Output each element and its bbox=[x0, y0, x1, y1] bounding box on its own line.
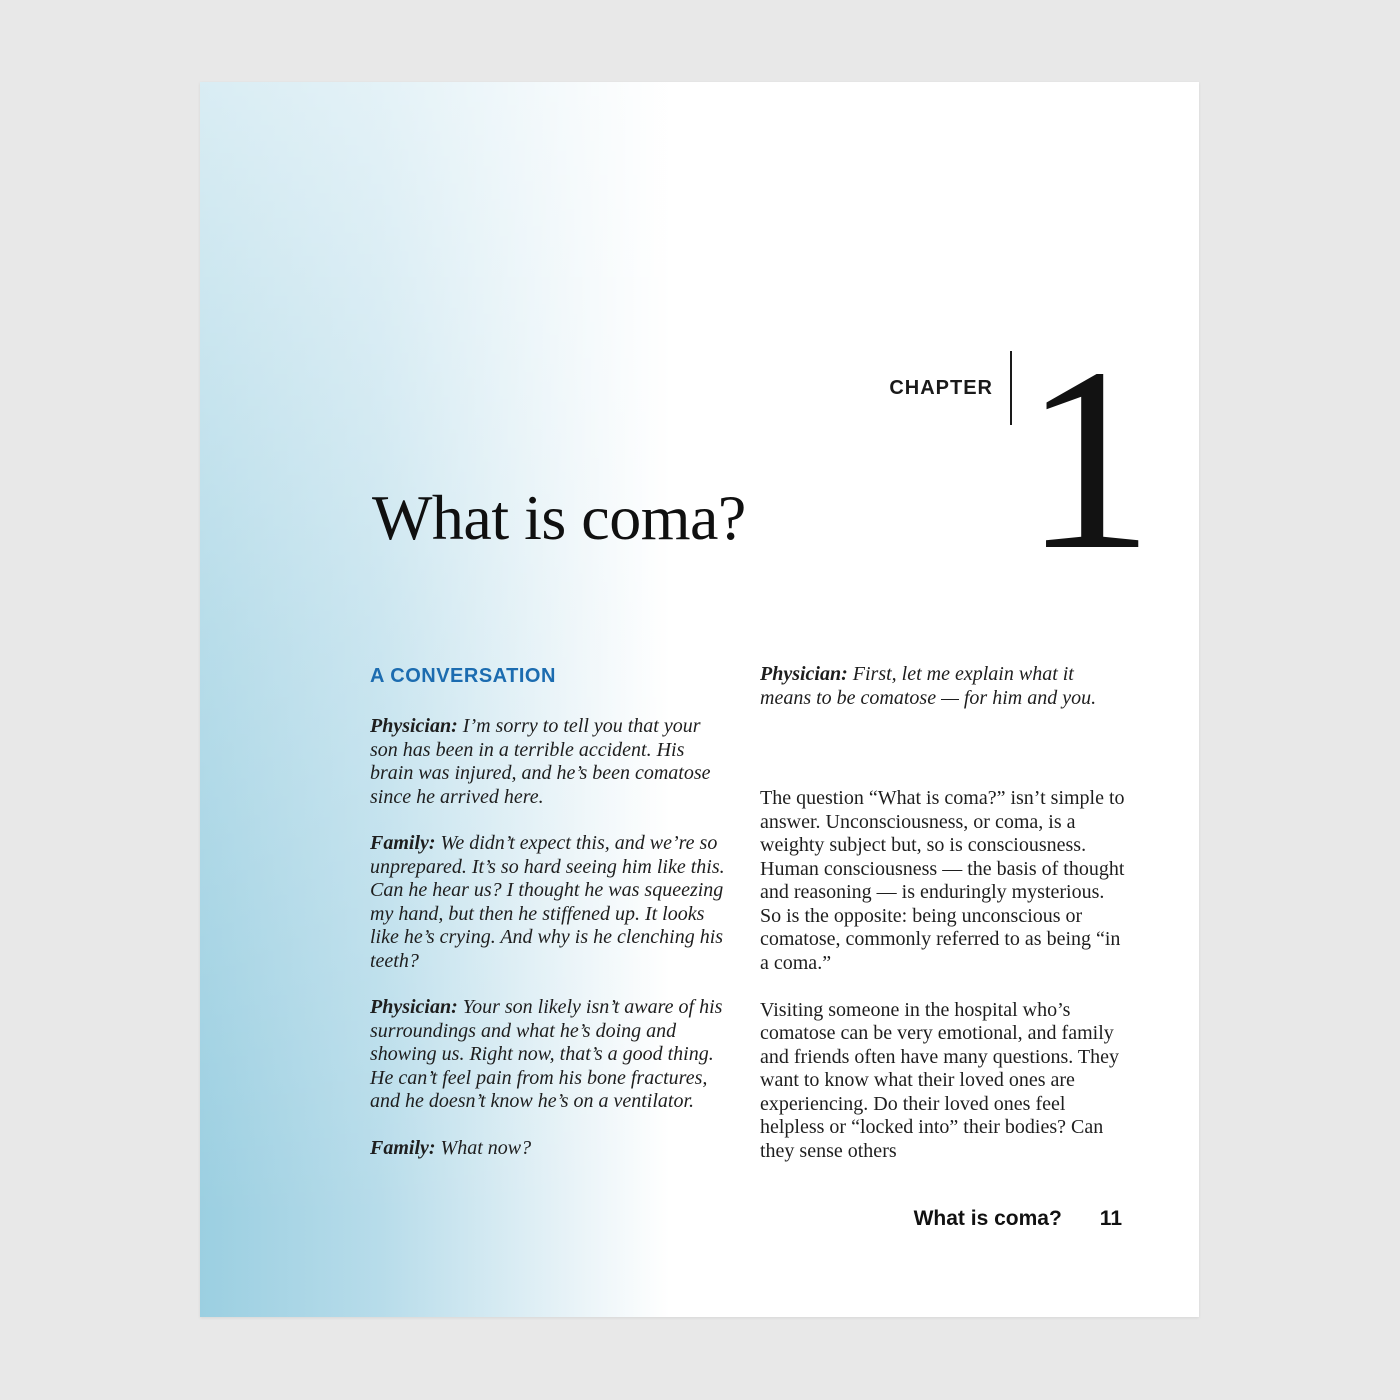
speaker-label: Physician: bbox=[370, 715, 458, 737]
page-footer bbox=[914, 1208, 1122, 1229]
chapter-divider-line bbox=[1010, 351, 1012, 425]
dialogue-text: Your son likely isn’t aware of his surroundings and what he’s doing and showing us. Right now, that’s a good thing. He can’t feel pain from his bone fractures, and he doesn’t know he’s on a ventilator. bbox=[370, 996, 723, 1112]
speaker-label: Physician: bbox=[370, 996, 458, 1018]
speaker-label: Family: bbox=[370, 832, 436, 854]
page-title: What is coma? bbox=[372, 482, 746, 553]
body-column bbox=[760, 663, 1126, 1187]
conversation-heading: A CONVERSATION bbox=[370, 665, 556, 687]
dialogue-text: We didn’t expect this, and we’re so unprepared. It’s so hard seeing him like this. Can he hear us? I thought he was squeezing my hand, but then he stiffened up. It looks like he’s crying. And why is he clenching his teeth? bbox=[370, 832, 725, 972]
speaker-label: Physician: bbox=[760, 663, 848, 685]
book-page bbox=[200, 82, 1199, 1317]
footer-page-number: 11 bbox=[1099, 1207, 1122, 1230]
dialogue-text: What now? bbox=[440, 1136, 532, 1159]
chapter-number: 1 bbox=[1023, 314, 1154, 604]
dialogue-paragraph bbox=[370, 1137, 732, 1161]
speaker-label: Family: bbox=[370, 1136, 436, 1159]
dialogue-text: I’m sorry to tell you that your son has been in a terrible accident. His brain was injured, and he’s been comatose since he arrived here. bbox=[370, 715, 711, 808]
dialogue-paragraph bbox=[760, 663, 1126, 710]
body-paragraph: The question “What is coma?” isn’t simple to answer. Unconsciousness, or coma, is a weighty subject but, so is consciousness. Human consciousness — the basis of thought and reasoning — is enduringly mysterious. So is the opposite: being unconscious or comatose, commonly referred to as being “in a coma.” bbox=[760, 787, 1125, 974]
chapter-label: CHAPTER bbox=[889, 377, 993, 399]
dialogue-paragraph bbox=[370, 832, 732, 973]
footer-chapter-title: What is coma? bbox=[913, 1207, 1062, 1230]
body-paragraph: Visiting someone in the hospital who’s comatose can be very emotional, and family and friends often have many questions. They want to know what their loved ones are experiencing. Do their loved ones feel helpless or “locked into” their bodies? Can they sense others bbox=[760, 998, 1119, 1162]
dialogue-paragraph bbox=[370, 996, 732, 1114]
dialogue-paragraph bbox=[370, 715, 732, 809]
conversation-column bbox=[370, 666, 732, 1183]
dialogue-text: First, let me explain what it means to be comatose — for him and you. bbox=[760, 663, 1097, 709]
